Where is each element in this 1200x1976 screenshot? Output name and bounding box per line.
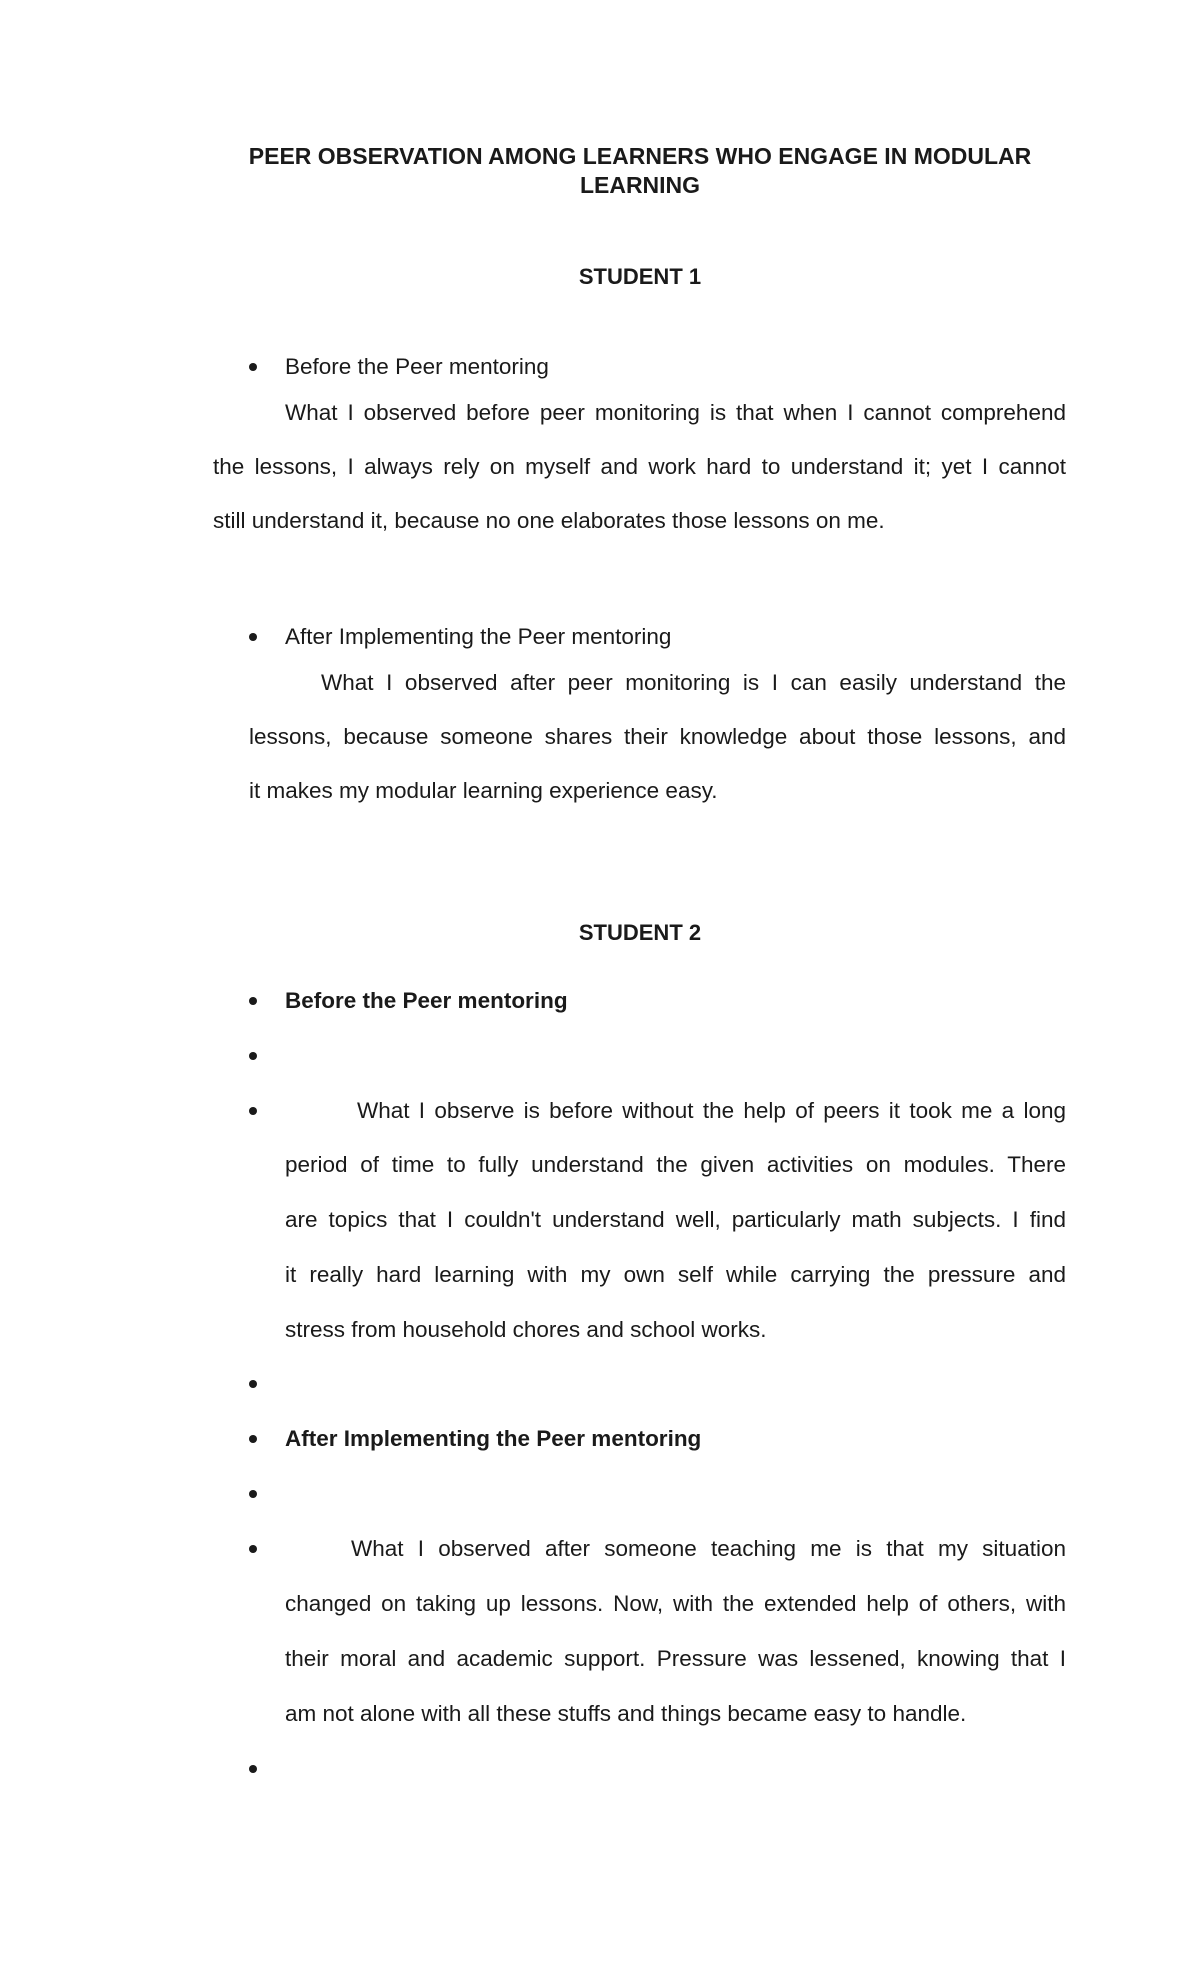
student-1-before-label: Before the Peer mentoring [285,354,549,379]
student-2-before-line-3: are topics that I couldn't understand well, particularly math subjects. I find [285,1207,1066,1232]
bullet-icon [249,1052,257,1060]
student-2-before-line-5: stress from household chores and school works. [285,1317,767,1342]
student-2-before-label: Before the Peer mentoring [285,988,568,1013]
bullet-icon [249,1490,257,1498]
student-1-before-line-2: the lessons, I always rely on myself and work hard to understand it; yet I cannot [213,454,1066,479]
student-2-heading: STUDENT 2 [578,920,702,945]
bullet-icon [249,997,257,1005]
student-2-after-line-2: changed on taking up lessons. Now, with the extended help of others, with [285,1591,1066,1616]
student-2-before-line-2: period of time to fully understand the given activities on modules. There [285,1152,1066,1177]
student-2-after-label: After Implementing the Peer mentoring [285,1426,702,1451]
bullet-icon [249,1545,257,1553]
bullet-icon [249,1435,257,1443]
student-2-after-line-4: am not alone with all these stuffs and things became easy to handle. [285,1701,967,1726]
student-2-before-line-1: What I observe is before without the help of peers it took me a long [357,1098,1066,1123]
title-line-1: PEER OBSERVATION AMONG LEARNERS WHO ENGAGE IN MODULAR [248,143,1032,169]
student-1-heading: STUDENT 1 [578,264,702,289]
student-1-before-line-3: still understand it, because no one elaborates those lessons on me. [213,508,885,533]
title-line-2: LEARNING [579,172,701,198]
bullet-icon [249,363,257,371]
bullet-icon [249,1107,257,1115]
student-1-before-line-1: What I observed before peer monitoring is that when I cannot comprehend [285,400,1066,425]
student-1-after-line-2: lessons, because someone shares their knowledge about those lessons, and [249,724,1066,749]
bullet-icon [249,1380,257,1388]
student-1-after-line-1: What I observed after peer monitoring is I can easily understand the [321,670,1066,695]
student-1-after-label: After Implementing the Peer mentoring [285,624,672,649]
bullet-icon [249,1765,257,1773]
bullet-icon [249,633,257,641]
student-1-after-line-3: it makes my modular learning experience easy. [249,778,718,803]
student-2-after-line-3: their moral and academic support. Pressure was lessened, knowing that I [285,1646,1066,1671]
document-title [220,142,1060,200]
student-2-before-line-4: it really hard learning with my own self while carrying the pressure and [285,1262,1066,1287]
student-2-after-line-1: What I observed after someone teaching me is that my situation [351,1536,1066,1561]
